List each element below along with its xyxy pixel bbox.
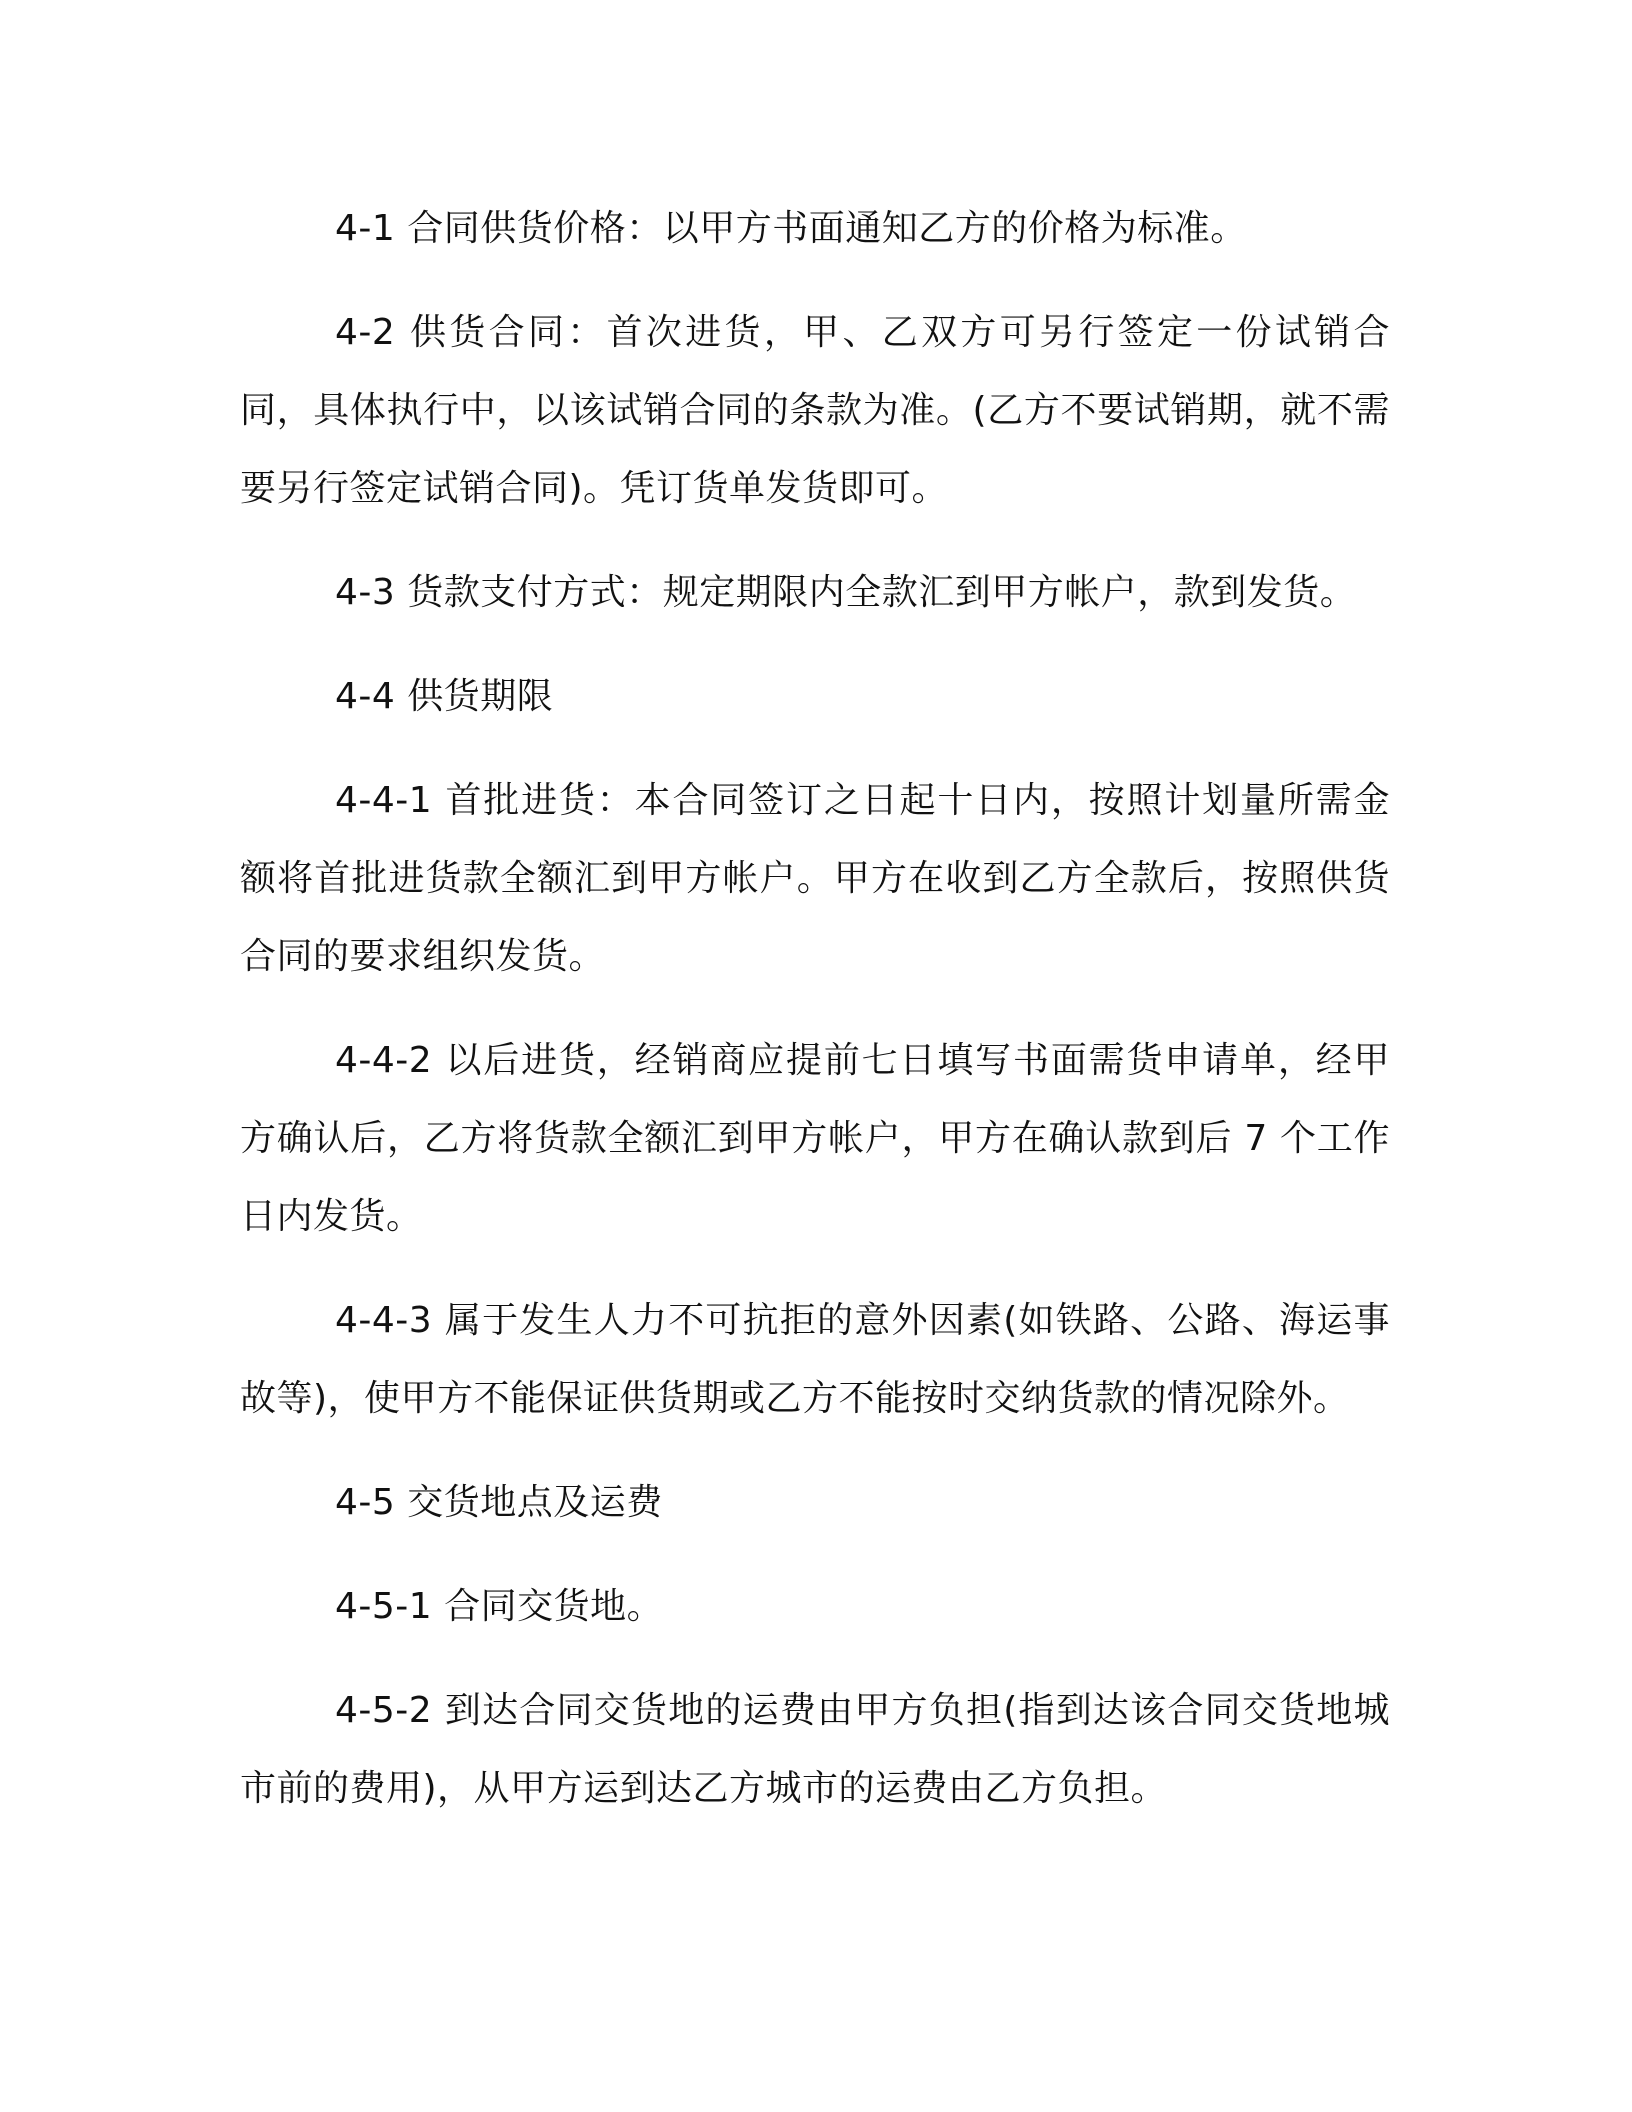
document-page <box>240 190 1390 1828</box>
clause-4-5-1: 4-5-1 合同交货地。 <box>335 1586 664 1627</box>
clause-4-2: 4-2 供货合同：首次进货，甲、乙双方可另行签定一份试销合同，具体执行中，以该试销合同的条款为准。(乙方不要试销期，就不需要另行签定试销合同)。凭订货单发货即可。 <box>240 312 1390 509</box>
clause-4-4-3: 4-4-3 属于发生人力不可抗拒的意外因素(如铁路、公路、海运事故等)，使甲方不能保证供货期或乙方不能按时交纳货款的情况除外。 <box>240 1300 1390 1419</box>
clause-4-4-1: 4-4-1 首批进货：本合同签订之日起十日内，按照计划量所需金额将首批进货款全额汇到甲方帐户。甲方在收到乙方全款后，按照供货合同的要求组织发货。 <box>240 780 1390 977</box>
clause-4-5: 4-5 交货地点及运费 <box>335 1482 663 1523</box>
clause-4-4: 4-4 供货期限 <box>335 676 554 717</box>
clause-4-5-2: 4-5-2 到达合同交货地的运费由甲方负担(指到达该合同交货地城市前的费用)，从甲方运到达乙方城市的运费由乙方负担。 <box>240 1690 1390 1809</box>
clause-4-1: 4-1 合同供货价格：以甲方书面通知乙方的价格为标准。 <box>335 208 1247 249</box>
clause-4-4-2: 4-4-2 以后进货，经销商应提前七日填写书面需货申请单，经甲方确认后，乙方将货款全额汇到甲方帐户，甲方在确认款到后 7 个工作日内发货。 <box>240 1040 1390 1237</box>
clause-4-3: 4-3 货款支付方式：规定期限内全款汇到甲方帐户，款到发货。 <box>335 572 1357 613</box>
